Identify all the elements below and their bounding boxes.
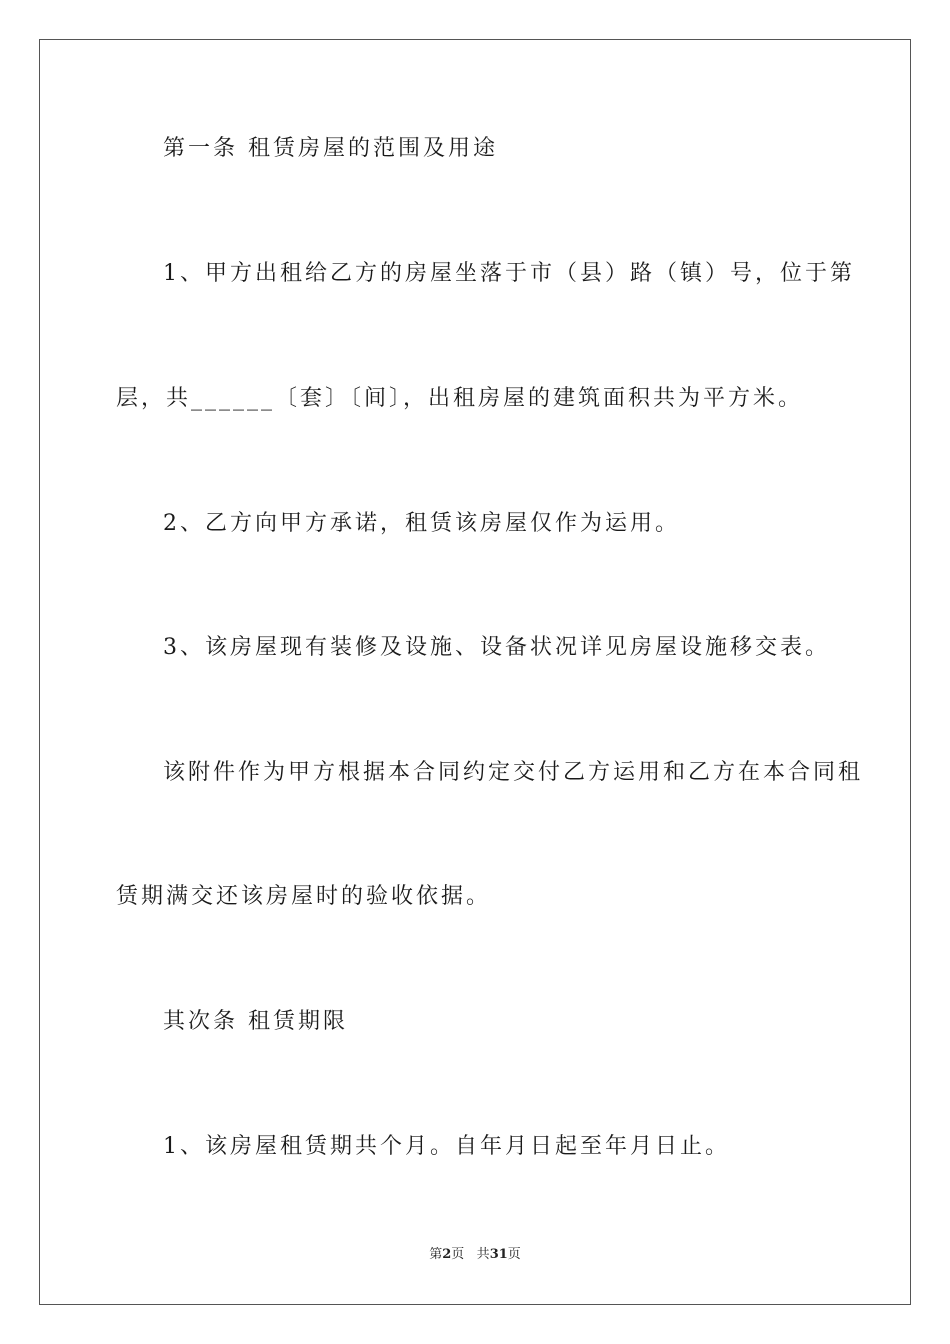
paragraph-line: 3、该房屋现有装修及设施、设备状况详见房屋设施移交表。 — [163, 635, 830, 660]
footer-total-suffix: 页 — [507, 1247, 521, 1262]
page-border — [39, 39, 911, 1305]
footer-page-prefix: 第 — [429, 1247, 443, 1262]
footer-total-prefix: 共 — [476, 1247, 490, 1262]
paragraph-line: 1、该房屋租赁期共个月。自年月日起至年月日止。 — [163, 1134, 730, 1159]
section-heading-2: 其次条 租赁期限 — [163, 1009, 348, 1034]
page-footer — [0, 1246, 950, 1264]
paragraph-line: 层，共______〔套〕〔间〕，出租房屋的建筑面积共为平方米。 — [116, 386, 804, 411]
footer-total-pages: 31 — [489, 1247, 508, 1262]
paragraph-line: 2、乙方向甲方承诺，租赁该房屋仅作为运用。 — [163, 511, 680, 536]
paragraph-line: 该附件作为甲方根据本合同约定交付乙方运用和乙方在本合同租 — [163, 760, 864, 785]
footer-page-suffix: 页 — [451, 1247, 465, 1262]
footer-page-number: 2 — [442, 1247, 452, 1262]
section-heading-1: 第一条 租赁房屋的范围及用途 — [163, 136, 498, 161]
paragraph-line: 1、甲方出租给乙方的房屋坐落于市（县）路（镇）号，位于第 — [163, 261, 855, 286]
paragraph-line: 赁期满交还该房屋时的验收依据。 — [116, 884, 492, 909]
